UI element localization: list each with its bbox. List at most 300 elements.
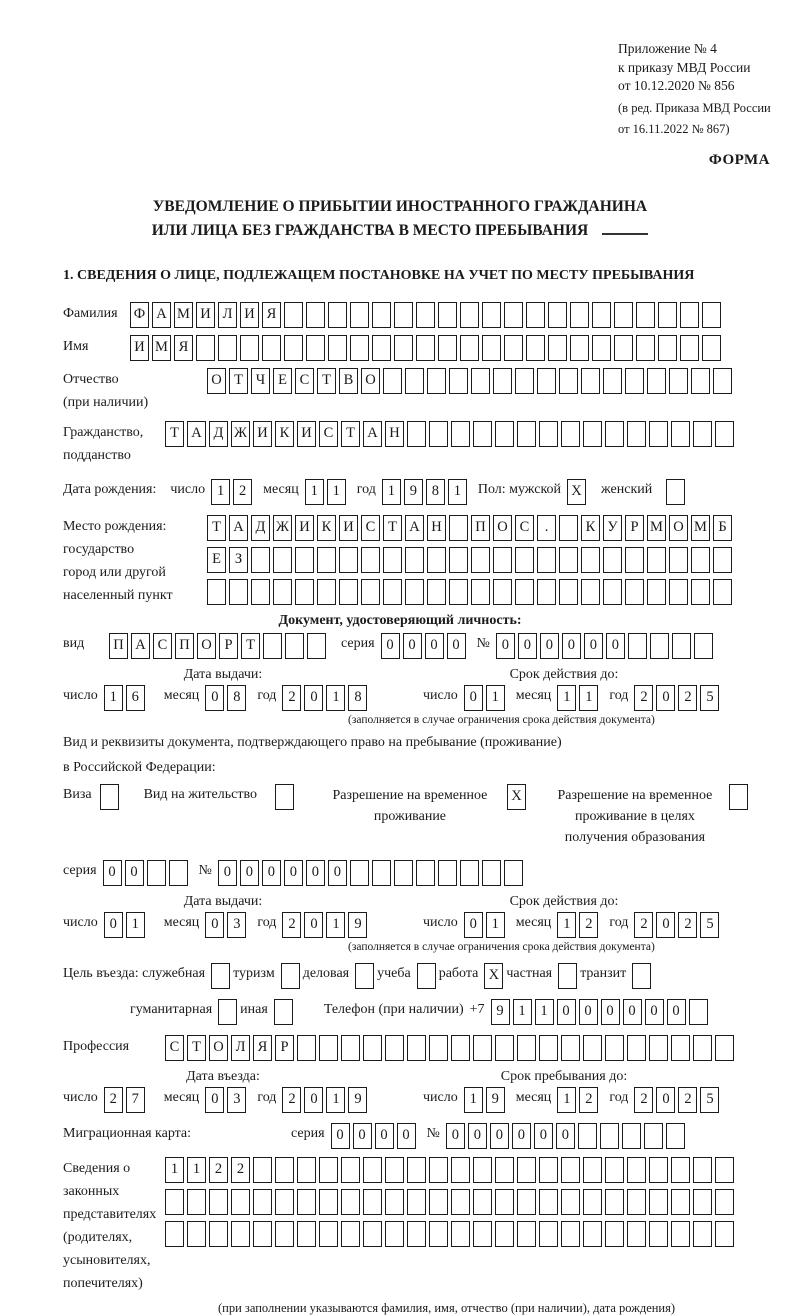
char-cell[interactable] (495, 1189, 514, 1215)
char-cell[interactable]: А (363, 421, 382, 447)
char-cell[interactable]: С (361, 515, 380, 541)
char-cell[interactable] (449, 368, 468, 394)
char-cell[interactable] (451, 1221, 470, 1247)
char-cell[interactable] (493, 579, 512, 605)
char-cell[interactable]: 3 (227, 1087, 246, 1113)
char-cell[interactable]: 0 (103, 860, 122, 886)
char-cell[interactable] (285, 633, 304, 659)
char-cell[interactable]: 0 (205, 1087, 224, 1113)
char-cell[interactable] (713, 368, 732, 394)
char-cell[interactable] (460, 335, 479, 361)
char-cell[interactable]: 0 (656, 912, 675, 938)
char-cell[interactable]: 0 (304, 912, 323, 938)
char-cell[interactable]: 1 (211, 479, 230, 505)
char-cell[interactable]: К (275, 421, 294, 447)
char-cell[interactable] (451, 1157, 470, 1183)
char-cell[interactable] (605, 1189, 624, 1215)
char-cell[interactable] (570, 302, 589, 328)
char-cell[interactable] (473, 1035, 492, 1061)
char-cell[interactable] (614, 302, 633, 328)
char-cell[interactable] (526, 335, 545, 361)
char-cell[interactable] (627, 1035, 646, 1061)
char-cell[interactable] (407, 421, 426, 447)
char-cell[interactable] (561, 421, 580, 447)
char-cell[interactable]: А (405, 515, 424, 541)
char-cell[interactable] (517, 421, 536, 447)
char-cell[interactable]: С (153, 633, 172, 659)
char-cell[interactable] (328, 335, 347, 361)
char-cell[interactable] (473, 1221, 492, 1247)
char-cell[interactable]: Л (218, 302, 237, 328)
char-cell[interactable]: В (339, 368, 358, 394)
char-cell[interactable]: 0 (518, 633, 537, 659)
char-cell[interactable] (471, 547, 490, 573)
char-cell[interactable] (341, 1157, 360, 1183)
char-cell[interactable]: И (253, 421, 272, 447)
char-cell[interactable]: 0 (425, 633, 444, 659)
char-cell[interactable] (417, 963, 436, 989)
char-cell[interactable] (605, 1157, 624, 1183)
char-cell[interactable] (482, 860, 501, 886)
char-cell[interactable] (693, 1157, 712, 1183)
char-cell[interactable]: Т (341, 421, 360, 447)
char-cell[interactable]: У (603, 515, 622, 541)
char-cell[interactable] (297, 1035, 316, 1061)
char-cell[interactable]: 5 (700, 1087, 719, 1113)
char-cell[interactable]: С (319, 421, 338, 447)
char-cell[interactable] (671, 1035, 690, 1061)
char-cell[interactable]: И (339, 515, 358, 541)
char-cell[interactable]: X (507, 784, 526, 810)
char-cell[interactable] (263, 633, 282, 659)
char-cell[interactable] (427, 368, 446, 394)
char-cell[interactable] (317, 579, 336, 605)
char-cell[interactable] (341, 1035, 360, 1061)
char-cell[interactable] (693, 1035, 712, 1061)
char-cell[interactable] (702, 302, 721, 328)
char-cell[interactable] (693, 421, 712, 447)
char-cell[interactable]: 8 (227, 685, 246, 711)
char-cell[interactable] (603, 547, 622, 573)
char-cell[interactable]: 1 (579, 685, 598, 711)
char-cell[interactable] (385, 1189, 404, 1215)
char-cell[interactable] (319, 1189, 338, 1215)
char-cell[interactable]: Н (385, 421, 404, 447)
char-cell[interactable] (416, 302, 435, 328)
char-cell[interactable]: 2 (634, 912, 653, 938)
char-cell[interactable] (561, 1189, 580, 1215)
char-cell[interactable]: 0 (447, 633, 466, 659)
char-cell[interactable] (603, 579, 622, 605)
char-cell[interactable] (680, 335, 699, 361)
char-cell[interactable] (449, 515, 468, 541)
char-cell[interactable] (385, 1157, 404, 1183)
char-cell[interactable]: Б (713, 515, 732, 541)
char-cell[interactable]: Т (241, 633, 260, 659)
char-cell[interactable] (627, 1189, 646, 1215)
char-cell[interactable] (649, 1035, 668, 1061)
char-cell[interactable] (341, 1221, 360, 1247)
char-cell[interactable] (429, 1189, 448, 1215)
char-cell[interactable]: И (196, 302, 215, 328)
char-cell[interactable]: 0 (240, 860, 259, 886)
char-cell[interactable] (473, 1189, 492, 1215)
char-cell[interactable]: 0 (306, 860, 325, 886)
char-cell[interactable]: 7 (126, 1087, 145, 1113)
char-cell[interactable]: 1 (464, 1087, 483, 1113)
char-cell[interactable] (628, 633, 647, 659)
char-cell[interactable] (253, 1157, 272, 1183)
char-cell[interactable] (715, 1035, 734, 1061)
char-cell[interactable] (647, 547, 666, 573)
char-cell[interactable] (517, 1035, 536, 1061)
char-cell[interactable] (231, 1189, 250, 1215)
char-cell[interactable]: Т (187, 1035, 206, 1061)
char-cell[interactable] (493, 547, 512, 573)
char-cell[interactable]: Т (229, 368, 248, 394)
char-cell[interactable]: Я (174, 335, 193, 361)
char-cell[interactable] (515, 579, 534, 605)
char-cell[interactable]: Т (317, 368, 336, 394)
char-cell[interactable]: М (647, 515, 666, 541)
char-cell[interactable]: С (515, 515, 534, 541)
char-cell[interactable] (427, 579, 446, 605)
char-cell[interactable] (625, 368, 644, 394)
char-cell[interactable] (451, 421, 470, 447)
char-cell[interactable] (317, 547, 336, 573)
char-cell[interactable]: О (361, 368, 380, 394)
char-cell[interactable]: 0 (125, 860, 144, 886)
char-cell[interactable]: 1 (165, 1157, 184, 1183)
char-cell[interactable]: 0 (353, 1123, 372, 1149)
char-cell[interactable] (691, 547, 710, 573)
char-cell[interactable] (537, 368, 556, 394)
char-cell[interactable]: 2 (678, 912, 697, 938)
char-cell[interactable]: 8 (426, 479, 445, 505)
char-cell[interactable] (295, 579, 314, 605)
char-cell[interactable]: 1 (305, 479, 324, 505)
char-cell[interactable]: 0 (397, 1123, 416, 1149)
char-cell[interactable] (361, 579, 380, 605)
char-cell[interactable] (383, 547, 402, 573)
char-cell[interactable] (669, 368, 688, 394)
char-cell[interactable]: П (109, 633, 128, 659)
char-cell[interactable]: 0 (304, 1087, 323, 1113)
char-cell[interactable] (350, 302, 369, 328)
char-cell[interactable]: Ж (273, 515, 292, 541)
char-cell[interactable]: К (317, 515, 336, 541)
char-cell[interactable]: К (581, 515, 600, 541)
char-cell[interactable] (405, 579, 424, 605)
char-cell[interactable]: 0 (540, 633, 559, 659)
char-cell[interactable]: 9 (348, 1087, 367, 1113)
char-cell[interactable]: 1 (557, 912, 576, 938)
char-cell[interactable]: З (229, 547, 248, 573)
char-cell[interactable]: 2 (678, 685, 697, 711)
char-cell[interactable] (207, 579, 226, 605)
char-cell[interactable]: 1 (327, 479, 346, 505)
char-cell[interactable] (515, 547, 534, 573)
char-cell[interactable] (680, 302, 699, 328)
char-cell[interactable] (558, 963, 577, 989)
char-cell[interactable] (284, 335, 303, 361)
char-cell[interactable]: А (131, 633, 150, 659)
char-cell[interactable]: 0 (656, 1087, 675, 1113)
char-cell[interactable]: И (295, 515, 314, 541)
char-cell[interactable] (605, 421, 624, 447)
char-cell[interactable] (306, 302, 325, 328)
char-cell[interactable] (429, 1157, 448, 1183)
char-cell[interactable] (548, 302, 567, 328)
char-cell[interactable]: 0 (584, 633, 603, 659)
char-cell[interactable]: Р (625, 515, 644, 541)
char-cell[interactable] (253, 1189, 272, 1215)
char-cell[interactable] (559, 579, 578, 605)
char-cell[interactable] (592, 335, 611, 361)
char-cell[interactable] (209, 1189, 228, 1215)
char-cell[interactable] (559, 368, 578, 394)
char-cell[interactable]: 2 (104, 1087, 123, 1113)
char-cell[interactable] (715, 1189, 734, 1215)
char-cell[interactable] (592, 302, 611, 328)
char-cell[interactable] (319, 1221, 338, 1247)
char-cell[interactable] (438, 302, 457, 328)
char-cell[interactable]: 0 (262, 860, 281, 886)
char-cell[interactable]: 2 (282, 1087, 301, 1113)
char-cell[interactable] (187, 1189, 206, 1215)
char-cell[interactable] (644, 1123, 663, 1149)
char-cell[interactable] (625, 547, 644, 573)
char-cell[interactable] (405, 368, 424, 394)
char-cell[interactable] (694, 633, 713, 659)
char-cell[interactable] (632, 963, 651, 989)
char-cell[interactable] (495, 1157, 514, 1183)
char-cell[interactable] (650, 633, 669, 659)
char-cell[interactable] (350, 335, 369, 361)
char-cell[interactable] (583, 1221, 602, 1247)
char-cell[interactable] (273, 547, 292, 573)
char-cell[interactable] (729, 784, 748, 810)
char-cell[interactable]: 1 (326, 1087, 345, 1113)
char-cell[interactable] (385, 1221, 404, 1247)
char-cell[interactable] (702, 335, 721, 361)
char-cell[interactable] (251, 579, 270, 605)
char-cell[interactable] (273, 579, 292, 605)
char-cell[interactable]: 0 (104, 912, 123, 938)
char-cell[interactable]: 0 (375, 1123, 394, 1149)
char-cell[interactable] (583, 1157, 602, 1183)
char-cell[interactable]: 3 (227, 912, 246, 938)
char-cell[interactable] (449, 547, 468, 573)
char-cell[interactable] (627, 1221, 646, 1247)
char-cell[interactable]: Ж (231, 421, 250, 447)
char-cell[interactable] (517, 1189, 536, 1215)
char-cell[interactable] (581, 368, 600, 394)
char-cell[interactable] (473, 421, 492, 447)
char-cell[interactable]: О (209, 1035, 228, 1061)
char-cell[interactable] (100, 784, 119, 810)
char-cell[interactable] (526, 302, 545, 328)
char-cell[interactable] (253, 1221, 272, 1247)
char-cell[interactable]: 0 (446, 1123, 465, 1149)
char-cell[interactable]: 9 (486, 1087, 505, 1113)
char-cell[interactable] (297, 1157, 316, 1183)
char-cell[interactable]: 1 (557, 685, 576, 711)
char-cell[interactable]: X (567, 479, 586, 505)
char-cell[interactable]: Н (427, 515, 446, 541)
char-cell[interactable] (275, 1189, 294, 1215)
char-cell[interactable]: И (240, 302, 259, 328)
char-cell[interactable] (548, 335, 567, 361)
char-cell[interactable]: 1 (326, 685, 345, 711)
char-cell[interactable]: 5 (700, 685, 719, 711)
char-cell[interactable]: С (165, 1035, 184, 1061)
char-cell[interactable]: 0 (218, 860, 237, 886)
char-cell[interactable] (605, 1035, 624, 1061)
char-cell[interactable] (451, 1189, 470, 1215)
char-cell[interactable] (363, 1035, 382, 1061)
char-cell[interactable] (169, 860, 188, 886)
char-cell[interactable] (339, 547, 358, 573)
char-cell[interactable] (328, 302, 347, 328)
char-cell[interactable] (658, 335, 677, 361)
char-cell[interactable]: Т (207, 515, 226, 541)
char-cell[interactable] (165, 1221, 184, 1247)
char-cell[interactable]: Е (207, 547, 226, 573)
char-cell[interactable] (583, 1189, 602, 1215)
char-cell[interactable] (517, 1157, 536, 1183)
char-cell[interactable]: 0 (556, 1123, 575, 1149)
char-cell[interactable]: 9 (404, 479, 423, 505)
char-cell[interactable]: 0 (403, 633, 422, 659)
char-cell[interactable] (274, 999, 293, 1025)
char-cell[interactable]: X (484, 963, 503, 989)
char-cell[interactable]: 0 (490, 1123, 509, 1149)
char-cell[interactable] (627, 421, 646, 447)
char-cell[interactable] (350, 860, 369, 886)
char-cell[interactable] (671, 421, 690, 447)
char-cell[interactable] (363, 1189, 382, 1215)
char-cell[interactable]: 0 (464, 912, 483, 938)
char-cell[interactable]: 1 (486, 685, 505, 711)
char-cell[interactable] (394, 335, 413, 361)
char-cell[interactable] (671, 1189, 690, 1215)
char-cell[interactable] (209, 1221, 228, 1247)
char-cell[interactable] (251, 547, 270, 573)
char-cell[interactable] (275, 784, 294, 810)
char-cell[interactable] (537, 579, 556, 605)
char-cell[interactable] (504, 335, 523, 361)
char-cell[interactable]: 0 (381, 633, 400, 659)
char-cell[interactable]: 2 (678, 1087, 697, 1113)
char-cell[interactable]: Е (273, 368, 292, 394)
char-cell[interactable]: Р (275, 1035, 294, 1061)
char-cell[interactable] (605, 1221, 624, 1247)
char-cell[interactable]: О (207, 368, 226, 394)
char-cell[interactable] (460, 302, 479, 328)
char-cell[interactable]: 2 (282, 912, 301, 938)
char-cell[interactable] (295, 547, 314, 573)
char-cell[interactable]: Р (219, 633, 238, 659)
char-cell[interactable]: 0 (557, 999, 576, 1025)
char-cell[interactable]: И (297, 421, 316, 447)
char-cell[interactable] (405, 547, 424, 573)
char-cell[interactable] (658, 302, 677, 328)
char-cell[interactable] (671, 1157, 690, 1183)
char-cell[interactable] (517, 1221, 536, 1247)
char-cell[interactable] (383, 579, 402, 605)
char-cell[interactable]: Ч (251, 368, 270, 394)
char-cell[interactable]: 0 (601, 999, 620, 1025)
char-cell[interactable] (539, 1157, 558, 1183)
char-cell[interactable] (504, 860, 523, 886)
char-cell[interactable]: 2 (209, 1157, 228, 1183)
char-cell[interactable] (570, 335, 589, 361)
char-cell[interactable] (625, 579, 644, 605)
char-cell[interactable]: 1 (448, 479, 467, 505)
char-cell[interactable] (361, 547, 380, 573)
char-cell[interactable]: 2 (634, 685, 653, 711)
char-cell[interactable] (578, 1123, 597, 1149)
char-cell[interactable] (383, 368, 402, 394)
char-cell[interactable] (407, 1189, 426, 1215)
char-cell[interactable] (262, 335, 281, 361)
char-cell[interactable]: 2 (634, 1087, 653, 1113)
char-cell[interactable]: 9 (348, 912, 367, 938)
char-cell[interactable] (473, 1157, 492, 1183)
char-cell[interactable] (537, 547, 556, 573)
char-cell[interactable] (307, 633, 326, 659)
char-cell[interactable] (363, 1157, 382, 1183)
char-cell[interactable] (297, 1189, 316, 1215)
char-cell[interactable] (372, 860, 391, 886)
char-cell[interactable]: 0 (623, 999, 642, 1025)
char-cell[interactable]: 0 (496, 633, 515, 659)
char-cell[interactable] (649, 421, 668, 447)
char-cell[interactable]: 1 (326, 912, 345, 938)
char-cell[interactable] (471, 368, 490, 394)
char-cell[interactable]: 1 (513, 999, 532, 1025)
char-cell[interactable] (495, 1221, 514, 1247)
char-cell[interactable] (581, 547, 600, 573)
char-cell[interactable] (691, 579, 710, 605)
char-cell[interactable] (666, 479, 685, 505)
char-cell[interactable]: 1 (535, 999, 554, 1025)
char-cell[interactable] (693, 1189, 712, 1215)
char-cell[interactable] (407, 1221, 426, 1247)
char-cell[interactable] (218, 335, 237, 361)
char-cell[interactable] (372, 335, 391, 361)
char-cell[interactable] (451, 1035, 470, 1061)
char-cell[interactable]: О (669, 515, 688, 541)
char-cell[interactable]: 0 (579, 999, 598, 1025)
char-cell[interactable] (583, 1035, 602, 1061)
char-cell[interactable] (671, 1221, 690, 1247)
char-cell[interactable]: 0 (331, 1123, 350, 1149)
char-cell[interactable]: 0 (468, 1123, 487, 1149)
char-cell[interactable] (284, 302, 303, 328)
char-cell[interactable]: 0 (606, 633, 625, 659)
char-cell[interactable]: 1 (382, 479, 401, 505)
char-cell[interactable] (394, 860, 413, 886)
char-cell[interactable]: 0 (205, 685, 224, 711)
char-cell[interactable] (539, 1221, 558, 1247)
char-cell[interactable] (429, 1221, 448, 1247)
char-cell[interactable]: 2 (579, 1087, 598, 1113)
char-cell[interactable] (281, 963, 300, 989)
char-cell[interactable] (561, 1035, 580, 1061)
char-cell[interactable] (713, 547, 732, 573)
